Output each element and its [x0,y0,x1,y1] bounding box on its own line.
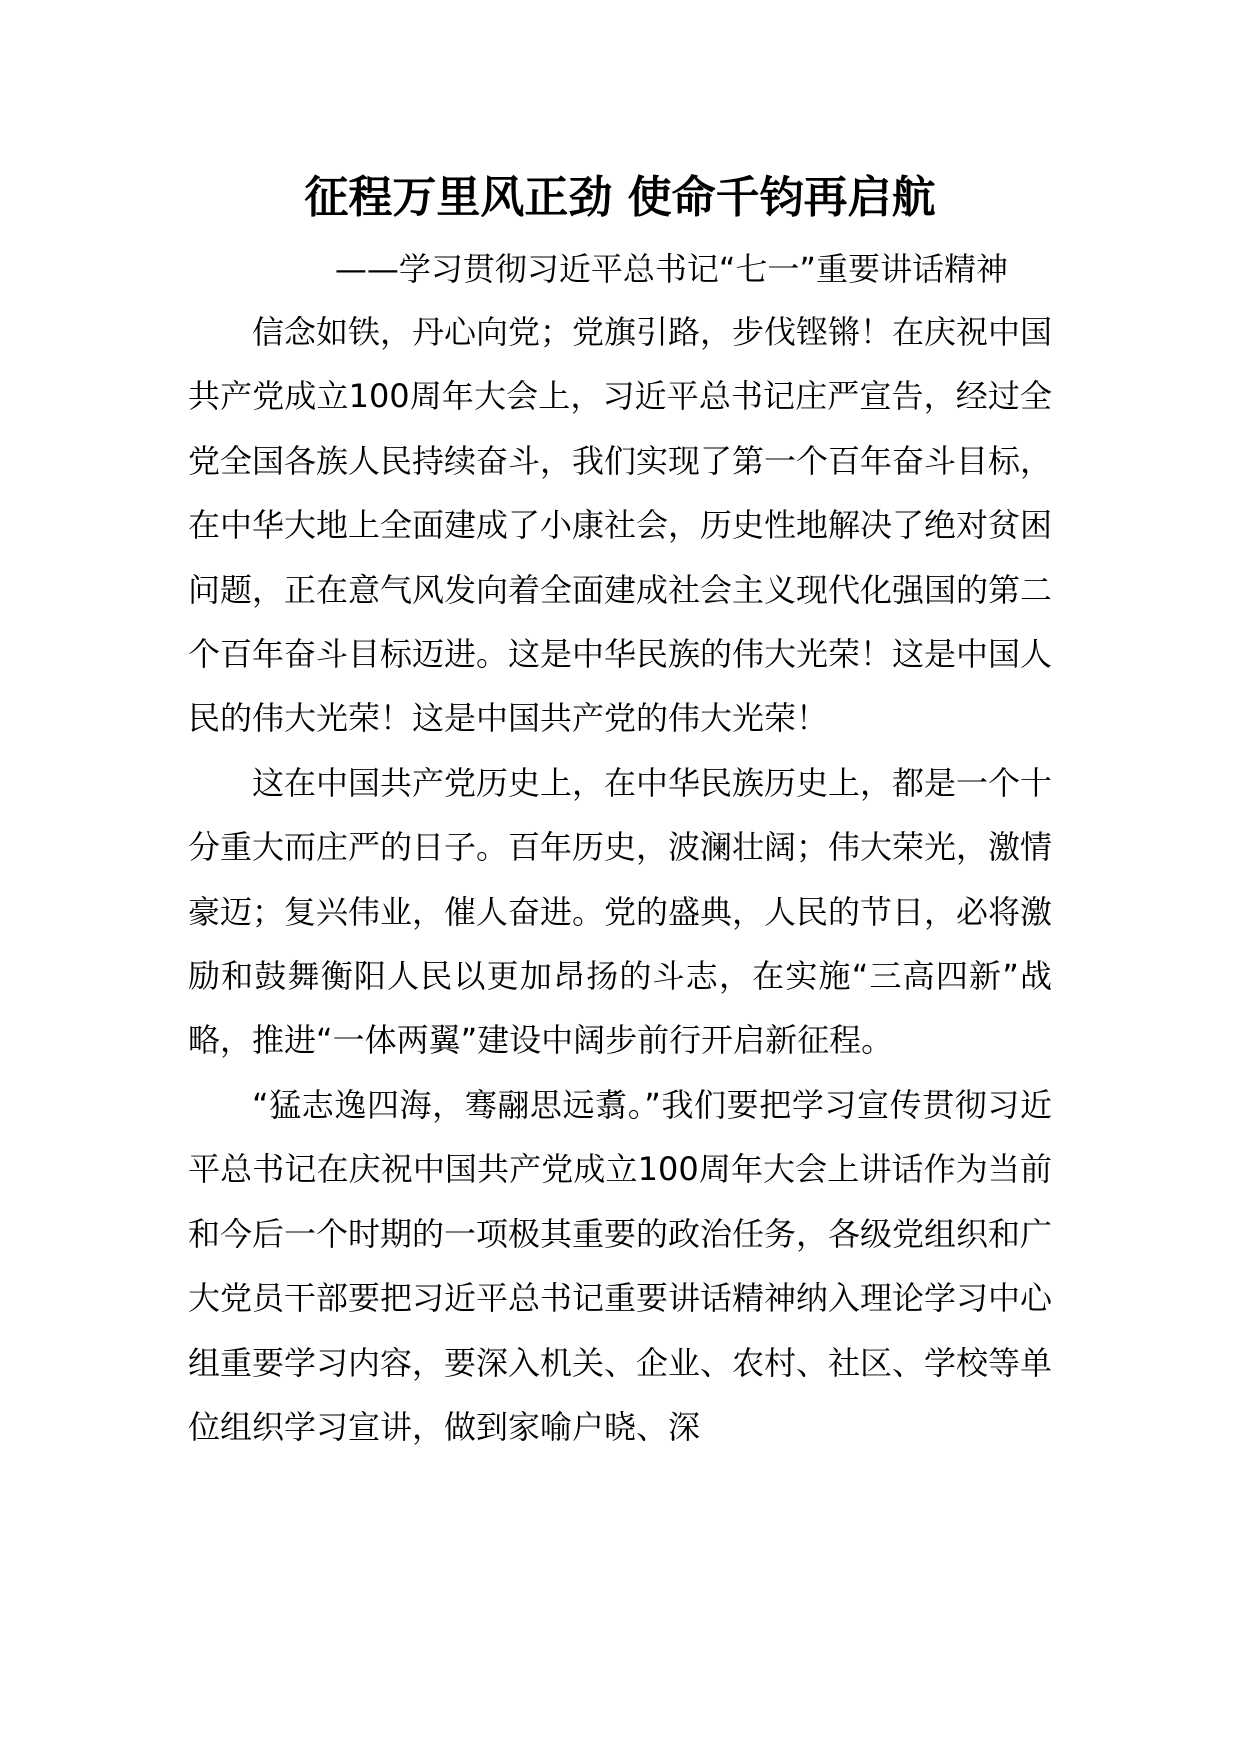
document-subtitle: ——学习贯彻习近平总书记“七一”重要讲话精神 [334,250,1008,288]
paragraph-2: 这在中国共产党历史上，在中华民族历史上，都是一个十分重大而庄严的日子。百年历史，波澜壮阔；伟大荣光，激情豪迈；复兴伟业，催人奋进。党的盛典，人民的节日，必将激励和鼓舞衡阳人民以更加昂扬的斗志，在实施“三高四新”战略，推进“一体两翼”建设中阔步前行开启新征程。 [188,763,1053,1060]
paragraph-1: 信念如铁，丹心向党；党旗引路，步伐铿锵！在庆祝中国共产党成立100周年大会上，习近平总书记庄严宣告，经过全党全国各族人民持续奋斗，我们实现了第一个百年奋斗目标，在中华大地上全面建成了小康社会，历史性地解决了绝对贫困问题，正在意气风发向着全面建成社会主义现代化强国的第二个百年奋斗目标迈进。这是中华民族的伟大光荣！这是中国人民的伟大光荣！这是中国共产党的伟大光荣！ [188,313,1053,738]
document-body [188,158,1052,1459]
paragraph-3: “猛志逸四海，骞翮思远翥。”我们要把学习宣传贯彻习近平总书记在庆祝中国共产党成立100周年大会上讲话作为当前和今后一个时期的一项极其重要的政治任务，各级党组织和广大党员干部要把习近平总书记重要讲话精神纳入理论学习中心组重要学习内容，要深入机关、企业、农村、社区、学校等单位组织学习宣讲，做到家喻户晓、深 [188,1085,1053,1446]
document-title: 征程万里风正劲 使命千钧再启航 [304,172,936,223]
